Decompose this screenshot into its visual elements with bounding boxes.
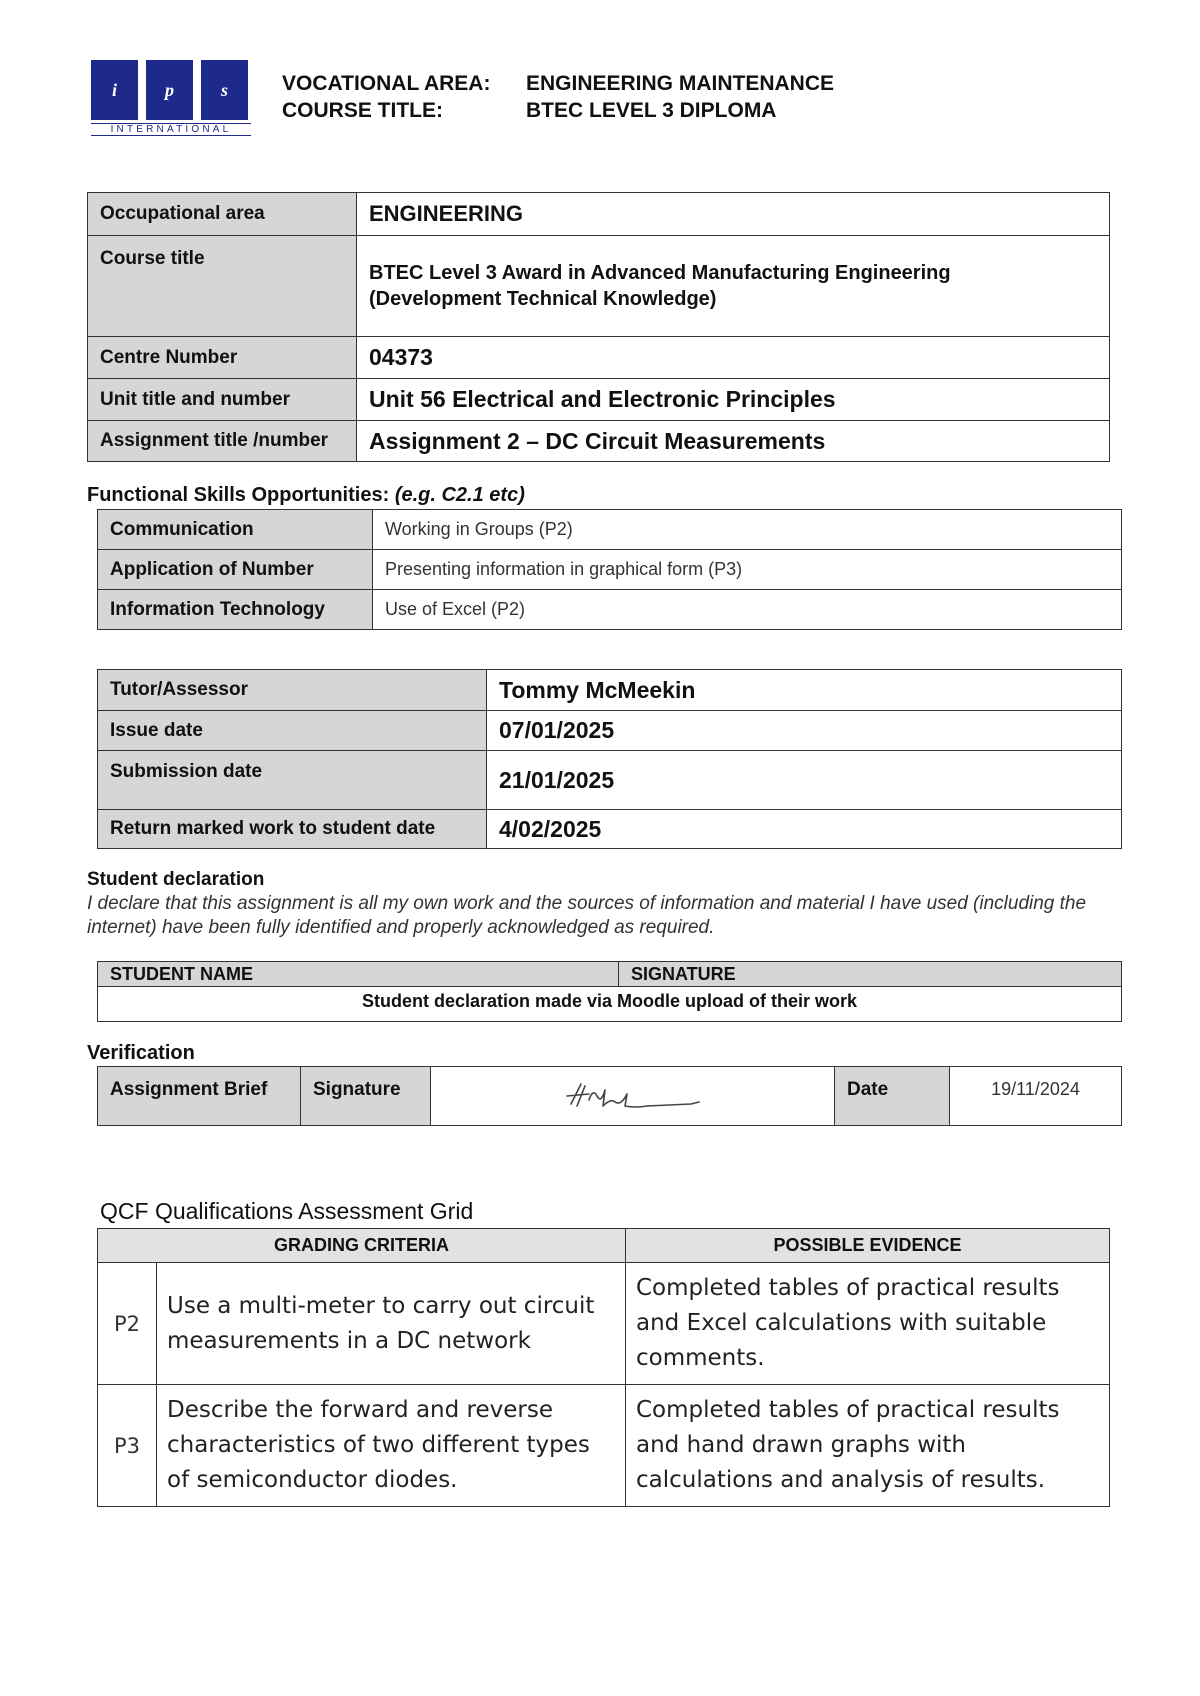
course-title-line-1: BTEC Level 3 Award in Advanced Manufacturing Engineering: [369, 262, 951, 284]
table-row: [98, 670, 1122, 711]
skill-value: Presenting information in graphical form (P3): [373, 550, 1122, 590]
evidence-text: Completed tables of practical results and hand drawn graphs with calculations and analysis of results.: [626, 1385, 1110, 1507]
possible-evidence-header: POSSIBLE EVIDENCE: [626, 1229, 1110, 1263]
details-value: ENGINEERING: [357, 193, 1110, 236]
tutor-value: Tommy McMeekin: [487, 670, 1122, 711]
skill-label: Information Technology: [98, 590, 373, 630]
table-row: [98, 987, 1122, 1022]
details-value: Assignment 2 – DC Circuit Measurements: [357, 421, 1110, 462]
criteria-text: Describe the forward and reverse characteristics of two different types of semiconductor diodes.: [157, 1385, 626, 1507]
qcf-assessment-grid: [97, 1228, 1110, 1507]
functional-skills-title: [87, 484, 525, 507]
skill-value: Use of Excel (P2): [373, 590, 1122, 630]
skill-label: Communication: [98, 510, 373, 550]
handwritten-signature-icon: [563, 1076, 703, 1112]
details-value: Unit 56 Electrical and Electronic Principles: [357, 379, 1110, 421]
course-title-value: BTEC LEVEL 3 DIPLOMA: [526, 99, 777, 122]
logo-letter-s: s: [201, 60, 248, 120]
criteria-text: Use a multi-meter to carry out circuit measurements in a DC network: [157, 1263, 626, 1385]
details-label: Course title: [88, 236, 357, 337]
table-row: [88, 236, 1110, 337]
criteria-code: P3: [98, 1385, 157, 1507]
table-row: [98, 1263, 1110, 1385]
details-label: Centre Number: [88, 337, 357, 379]
grading-criteria-header: GRADING CRITERIA: [98, 1229, 626, 1263]
student-signature-table: [97, 961, 1122, 1022]
vocational-area-label: VOCATIONAL AREA:: [282, 72, 491, 95]
tutor-label: Tutor/Assessor: [98, 670, 487, 711]
table-row: [98, 590, 1122, 630]
table-row: [98, 751, 1122, 810]
table-row: [98, 550, 1122, 590]
verification-date: 19/11/2024: [950, 1067, 1122, 1126]
tutor-value: 4/02/2025: [487, 810, 1122, 849]
course-title-line-2: (Development Technical Knowledge): [369, 288, 717, 310]
details-value: [357, 236, 1110, 337]
moodle-declaration-note: Student declaration made via Moodle upload of their work: [98, 987, 1122, 1022]
course-details-table: [87, 192, 1110, 462]
logo-letter-p: p: [146, 60, 193, 120]
student-declaration-title: Student declaration: [87, 869, 265, 890]
tutor-label: Submission date: [98, 751, 487, 810]
signature-label: Signature: [301, 1067, 431, 1126]
table-row: [98, 810, 1122, 849]
skill-value: Working in Groups (P2): [373, 510, 1122, 550]
ips-logo: [91, 60, 251, 136]
functional-skills-hint: (e.g. C2.1 etc): [394, 484, 525, 506]
tutor-label: Issue date: [98, 711, 487, 751]
tutor-value: 07/01/2025: [487, 711, 1122, 751]
assignment-brief-label: Assignment Brief: [98, 1067, 301, 1126]
course-title-label: COURSE TITLE:: [282, 99, 443, 122]
skill-label: Application of Number: [98, 550, 373, 590]
verifier-signature: [431, 1067, 835, 1126]
table-row: [88, 421, 1110, 462]
qcf-grid-title: QCF Qualifications Assessment Grid: [100, 1198, 474, 1224]
table-row: [88, 337, 1110, 379]
details-value: 04373: [357, 337, 1110, 379]
table-row: [98, 1385, 1110, 1507]
table-row: [98, 962, 1122, 987]
verification-title: Verification: [87, 1042, 195, 1064]
criteria-code: P2: [98, 1263, 157, 1385]
student-declaration-text: I declare that this assignment is all my own work and the sources of information and material I have used (including the internet) have been fully identified and properly acknowledged as required.: [87, 893, 1087, 938]
table-row: [88, 193, 1110, 236]
logo-subtitle: INTERNATIONAL: [91, 123, 251, 136]
evidence-text: Completed tables of practical results and Excel calculations with suitable comments.: [626, 1263, 1110, 1385]
tutor-dates-table: [97, 669, 1122, 849]
tutor-value: 21/01/2025: [487, 751, 1122, 810]
vocational-area-value: ENGINEERING MAINTENANCE: [526, 72, 835, 95]
details-label: Unit title and number: [88, 379, 357, 421]
verification-table: [97, 1066, 1122, 1126]
details-label: Assignment title /number: [88, 421, 357, 462]
student-name-header: STUDENT NAME: [98, 962, 619, 987]
details-label: Occupational area: [88, 193, 357, 236]
functional-skills-label: Functional Skills Opportunities:: [87, 484, 390, 506]
table-row: [98, 711, 1122, 751]
date-label: Date: [835, 1067, 950, 1126]
logo-letter-i: i: [91, 60, 138, 120]
functional-skills-table: [97, 509, 1122, 630]
table-row: [88, 379, 1110, 421]
signature-header: SIGNATURE: [619, 962, 1122, 987]
table-row: [98, 1067, 1122, 1126]
tutor-label: Return marked work to student date: [98, 810, 487, 849]
table-row: [98, 1229, 1110, 1263]
table-row: [98, 510, 1122, 550]
